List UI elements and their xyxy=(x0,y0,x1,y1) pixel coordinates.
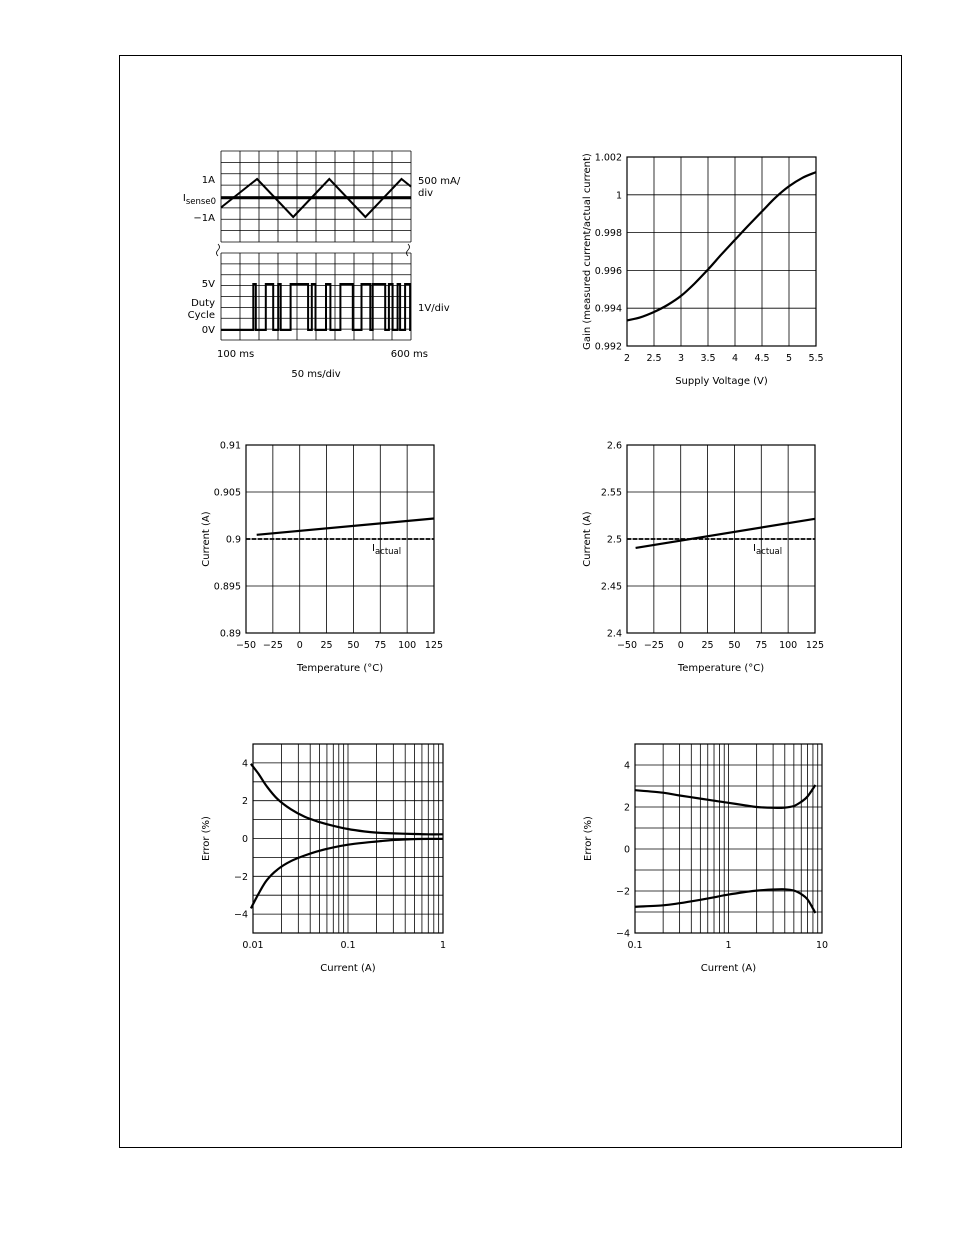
x-tick-label: 0 xyxy=(296,640,303,651)
y-tick-label: 0.91 xyxy=(219,440,241,452)
y-tick-label: 2.4 xyxy=(606,628,622,640)
x-end-label: 600 ms xyxy=(390,349,428,360)
x-axis-title: Temperature (°C) xyxy=(296,663,384,674)
x-tick-label: 4 xyxy=(731,353,739,364)
x-tick-label: 25 xyxy=(701,640,714,651)
chart-err_low xyxy=(201,744,446,974)
x-axis-title: Current (A) xyxy=(320,963,376,974)
x-tick-label: −50 xyxy=(235,640,257,651)
x-tick-label: −50 xyxy=(616,640,638,651)
x-axis-title: Supply Voltage (V) xyxy=(675,376,768,387)
current-scale-label: 500 mA/ xyxy=(418,176,461,187)
y-tick-label: 1 xyxy=(615,190,622,202)
y-axis-title: Current (A) xyxy=(201,511,212,567)
y-tick-label: 0.992 xyxy=(594,341,622,353)
y-tick-label: 2.6 xyxy=(606,440,622,452)
x-tick-label: 10 xyxy=(815,940,829,951)
x-tick-label: −25 xyxy=(643,640,664,651)
x-tick-label: 100 xyxy=(398,640,417,651)
y-tick-label: 2 xyxy=(623,802,630,814)
x-tick-label: 0 xyxy=(677,640,684,651)
x-tick-label: 100 xyxy=(779,640,798,651)
chart-temp25 xyxy=(582,441,824,675)
y-tick-label: 0.9 xyxy=(225,534,241,546)
chart-temp09 xyxy=(201,441,443,675)
current-scale-label: div xyxy=(418,188,434,199)
y-tick-label: 0 xyxy=(623,844,630,856)
y-tick-label: 4 xyxy=(241,758,248,770)
duty-tick-5v: 5V xyxy=(201,279,215,290)
x-tick-label: 0.1 xyxy=(627,940,643,951)
x-axis-title: Temperature (°C) xyxy=(677,663,765,674)
duty-label: Cycle xyxy=(187,310,215,321)
x-tick-label: 1 xyxy=(439,940,447,951)
x-axis-title: 50 ms/div xyxy=(291,369,341,380)
y-axis-title: Current (A) xyxy=(582,511,593,567)
chart-gain xyxy=(582,153,824,388)
axis-break-mark xyxy=(217,244,220,256)
y-tick-label: −2 xyxy=(615,886,630,898)
y-tick-label: 2.5 xyxy=(606,534,622,546)
y-tick-label: −4 xyxy=(233,909,248,921)
y-tick-label: 0.905 xyxy=(213,487,241,499)
x-axis-title: Current (A) xyxy=(700,963,757,974)
x-tick-label: 25 xyxy=(320,640,333,651)
series-line xyxy=(635,889,815,913)
y-tick-label: 0.895 xyxy=(213,581,241,593)
y-axis-title: Error (%) xyxy=(583,816,594,861)
y-tick-label: 0.994 xyxy=(594,303,622,315)
y-tick-label: 2 xyxy=(241,796,248,808)
chart-scope xyxy=(183,151,461,380)
plot-frame xyxy=(627,157,816,346)
x-tick-label: 3 xyxy=(677,353,685,364)
y-tick-label: 4 xyxy=(623,760,630,772)
x-tick-label: 1 xyxy=(725,940,732,951)
y-tick-label: 0.89 xyxy=(219,628,241,640)
x-tick-label: 125 xyxy=(805,640,825,651)
x-tick-label: 5 xyxy=(785,353,793,364)
y-tick-label: 1.002 xyxy=(594,152,622,164)
x-tick-label: 5.5 xyxy=(808,353,824,364)
duty-scale-label: 1V/div xyxy=(418,303,450,314)
x-tick-label: 125 xyxy=(424,640,444,651)
y-tick-label: 2.45 xyxy=(600,581,622,593)
chart-err_high xyxy=(583,744,828,974)
y-tick-label: 0.996 xyxy=(594,265,622,277)
x-tick-label: 75 xyxy=(755,640,768,651)
y-tick-label: −4 xyxy=(615,928,630,940)
y-tick-label: 0 xyxy=(241,834,248,845)
current-tick-minus-1a: −1A xyxy=(193,213,215,224)
y-axis-title: Gain (measured current/actual current) xyxy=(582,153,593,350)
x-start-label: 100 ms xyxy=(217,349,255,360)
y-tick-label: −2 xyxy=(233,871,248,883)
series-line xyxy=(635,785,815,808)
y-tick-label: 0.998 xyxy=(594,228,622,240)
series-line xyxy=(627,172,816,320)
x-tick-label: 4.5 xyxy=(754,353,770,364)
x-tick-label: 2.5 xyxy=(646,353,662,364)
current-tick-1a: 1A xyxy=(201,175,215,186)
x-tick-label: 75 xyxy=(374,640,387,651)
y-tick-label: 2.55 xyxy=(600,487,622,499)
x-tick-label: 0.1 xyxy=(340,940,356,951)
x-tick-label: 3.5 xyxy=(700,353,716,364)
i-actual-label: $I_{actual}$ xyxy=(372,543,402,557)
x-tick-label: 50 xyxy=(347,640,360,651)
axis-break-mark xyxy=(407,244,410,256)
isense0-label: $I_{sense0}$ xyxy=(182,193,216,207)
duty-tick-0v: 0V xyxy=(201,325,215,336)
x-tick-label: 2 xyxy=(623,353,631,364)
y-axis-title: Error (%) xyxy=(201,816,212,861)
duty-label: Duty xyxy=(191,298,215,309)
x-tick-label: 50 xyxy=(728,640,741,651)
x-tick-label: 0.01 xyxy=(242,940,264,951)
x-tick-label: −25 xyxy=(262,640,283,651)
i-actual-label: $I_{actual}$ xyxy=(753,543,783,557)
